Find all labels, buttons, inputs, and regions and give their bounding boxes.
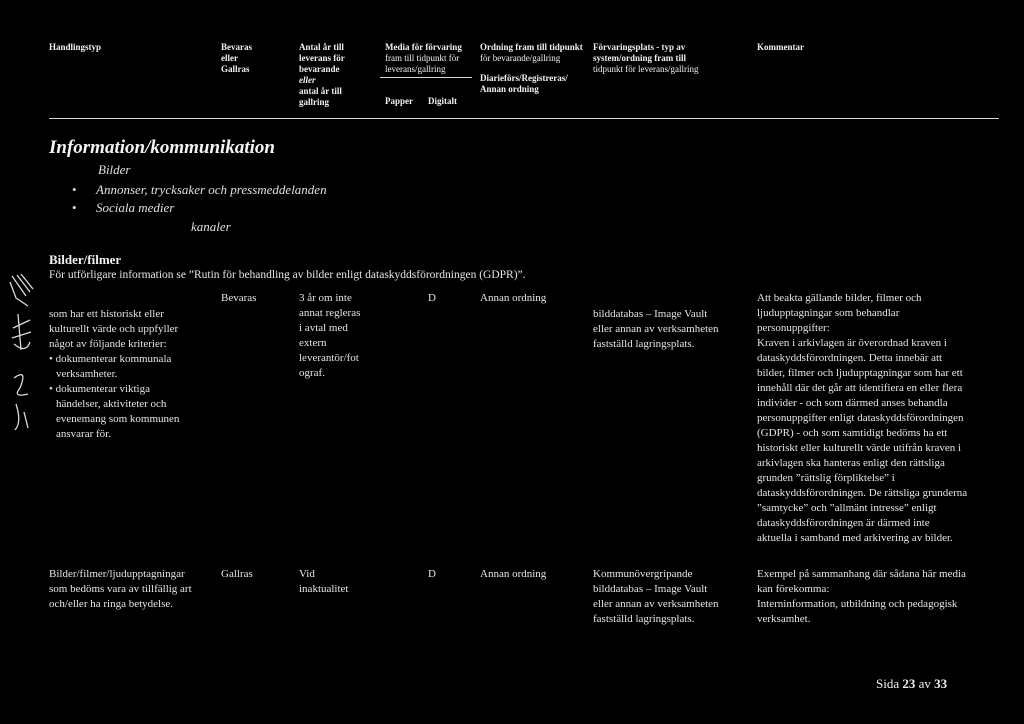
row2-handlingstyp: Bilder/filmer/ljudupptagningar som bedöms vara av tillfällig art och/eller ha ringa betydelse. [49,568,192,610]
header-bevaras-gallras: Bevaras eller Gallras [221,42,252,74]
header-diariefors: Diarieförs/Registreras/ Annan ordning [480,73,568,94]
section-title: Information/kommunikation [49,137,275,158]
row1-handlingstyp: som har ett historiskt eller kulturellt värde och uppfyller något av följande kriterier: • dokumenterar kommunala verksamheter. • dokumenterar viktiga händelser, aktiviteter och evenemang som kommunen ansvarar för. [49,307,214,442]
header-media-papper: Papper [385,96,413,106]
section-bullet: • Sociala medier [96,200,174,216]
row2-gallras: Gallras [221,568,253,580]
group-note: För utförligare information se ”Rutin för behandling av bilder enligt dataskyddsförordningen (GDPR)”. [49,269,526,281]
header-media-digitalt: Digitalt [428,96,457,106]
section-extra: kanaler [191,219,231,234]
header-forvaringsplats: Förvaringsplats - typ av system/ordning fram till tidpunkt för leverans/gallring [593,42,699,74]
header-media-divider [380,77,472,78]
row1-kommentar: Att beakta gällande bilder, filmer och ljudupptagningar som behandlar personuppgifter: Kraven i arkivlagen är överordnad kraven i dataskyddsförordningen. Detta innebär att bilder, filmer och ljudupptagningar som har ett innehåll där det går att identifiera en eller flera individer - och som därmed anses behandla personuppgifter enligt dataskyddsförordningen (GDPR) - och som samtidigt bedöms ha ett historiskt eller kulturellt värde utifrån kraven i arkivlagen ska hanteras enligt den rättsliga grunden ”rättslig förpliktelse” i dataskyddsförordningen. De rättsliga grunderna ”samtycke” och ”allmänt intresse” enligt dataskyddsförordningen är därmed inte aktuella i samband med arkivering av bilder. [757,292,968,544]
row1-forvaringsplats: bilddatabas – Image Vault eller annan av verksamheten fastställd lagringsplats. [593,308,719,350]
row1-bevaras: Bevaras [221,292,257,304]
header-antal-ar: Antal år till leverans för bevarande eller antal år till gallring [299,42,345,107]
section-bullet: • Annonser, trycksaker och pressmeddelanden [96,182,327,198]
row1-antal-ar: 3 år om inte annat regleras i avtal med extern leverantör/fot ograf. [299,292,361,379]
page-number: Sida 23 av 33 [876,676,948,691]
row2-forvaringsplats: Kommunövergripande bilddatabas – Image Vault eller annan av verksamheten fastställd lagringsplats. [593,568,719,625]
row2-kommentar: Exempel på sammanhang där sådana här media kan förekomma: Interninformation, utbildning och pedagogisk verksamhet. [757,568,966,625]
section-subtitle: Bilder [98,162,131,177]
handwritten-signature [6,272,36,432]
header-media: Media för förvaring fram till tidpunkt för leverans/gallring [385,42,462,74]
row2-antal-ar: Vid inaktualitet [299,568,349,595]
group-heading: Bilder/filmer [49,252,122,267]
row2-ordning: Annan ordning [480,568,547,580]
header-kommentar: Kommentar [757,42,804,52]
header-bottom-rule [49,118,999,119]
row1-ordning: Annan ordning [480,292,547,304]
header-ordning: Ordning fram till tidpunkt för bevarande/gallring [480,42,583,63]
header-handlingstyp: Handlingstyp [49,42,102,52]
row1-media: D [428,292,436,304]
row2-media: D [428,568,436,580]
